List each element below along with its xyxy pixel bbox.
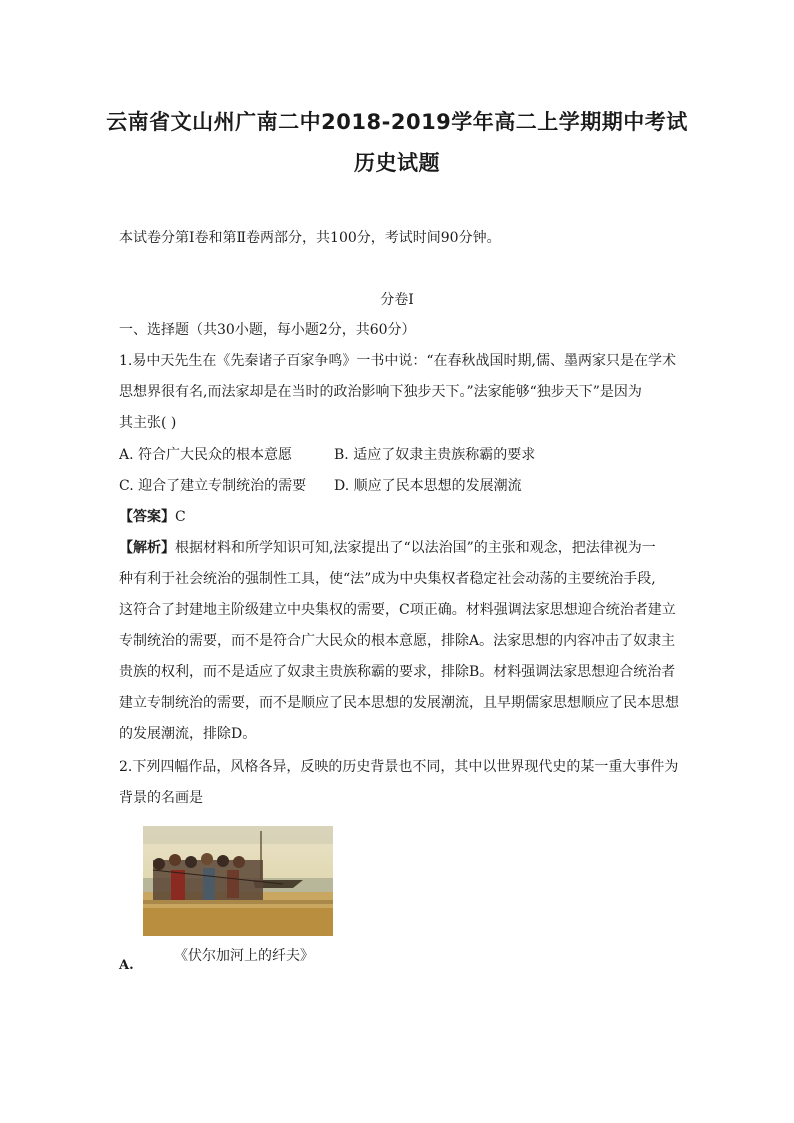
q1-option-d: D. 顺应了民本思想的发展潮流 (334, 478, 522, 494)
q1-stem-line2: 思想界很有名,而法家却是在当时的政治影响下独步天下。”法家能够“独步天下”是因为 (119, 384, 642, 400)
q1-analysis-line4: 专制统治的需要，而不是符合广大民众的根本意愿，排除A。法家思想的内容冲击了奴隶主 (119, 633, 676, 649)
q2-stem-line2: 背景的名画是 (119, 790, 203, 806)
analysis-text: 根据材料和所学知识可知,法家提出了“以法治国”的主张和观念，把法律视为一 (175, 540, 656, 556)
q1-option-b: B. 适应了奴隶主贵族称霸的要求 (334, 447, 536, 463)
section-title: 分卷I (380, 292, 414, 308)
q1-analysis-line6: 建立专制统治的需要，而不是顺应了民本思想的发展潮流，且早期儒家思想顺应了民本思想 (119, 695, 679, 711)
exam-title-line2: 历史试题 (354, 151, 440, 175)
q1-analysis-line5: 贵族的权利，而不是适应了奴隶主贵族称霸的要求，排除B。材料强调法家思想迎合统治者 (119, 664, 676, 680)
answer-value: C (175, 509, 186, 525)
q1-analysis-line3: 这符合了封建地主阶级建立中央集权的需要，C项正确。材料强调法家思想迎合统治者建立 (119, 602, 676, 618)
answer-label: 【答案】 (119, 509, 175, 525)
q1-option-c: C. 迎合了建立专制统治的需要 (119, 478, 307, 494)
part-heading: 一、选择题（共30小题，每小题2分，共60分） (119, 322, 416, 338)
q2-stem-line1: 2.下列四幅作品，风格各异，反映的历史背景也不同，其中以世界现代史的某一重大事件为 (119, 759, 679, 775)
painting-image (143, 826, 333, 936)
q1-analysis-line7: 的发展潮流，排除D。 (119, 726, 257, 742)
q1-answer (119, 507, 186, 527)
analysis-label: 【解析】 (119, 540, 175, 556)
exam-title-line1: 云南省文山州广南二中2018-2019学年高二上学期期中考试 (106, 110, 688, 134)
q1-analysis-line1 (119, 538, 656, 558)
q1-stem-line3: 其主张( ) (119, 415, 177, 431)
q2-option-a-label: A. (119, 958, 134, 973)
exam-intro: 本试卷分第Ⅰ卷和第Ⅱ卷两部分，共100分，考试时间90分钟。 (119, 230, 501, 246)
painting-caption: 《伏尔加河上的纤夫》 (174, 948, 314, 964)
q1-option-a: A. 符合广大民众的根本意愿 (119, 447, 293, 463)
q1-stem-line1: 1.易中天先生在《先秦诸子百家争鸣》一书中说：“在春秋战国时期,儒、墨两家只是在学术 (119, 353, 676, 369)
q1-analysis-line2: 种有利于社会统治的强制性工具，使“法”成为中央集权者稳定社会动荡的主要统治手段, (119, 571, 656, 587)
